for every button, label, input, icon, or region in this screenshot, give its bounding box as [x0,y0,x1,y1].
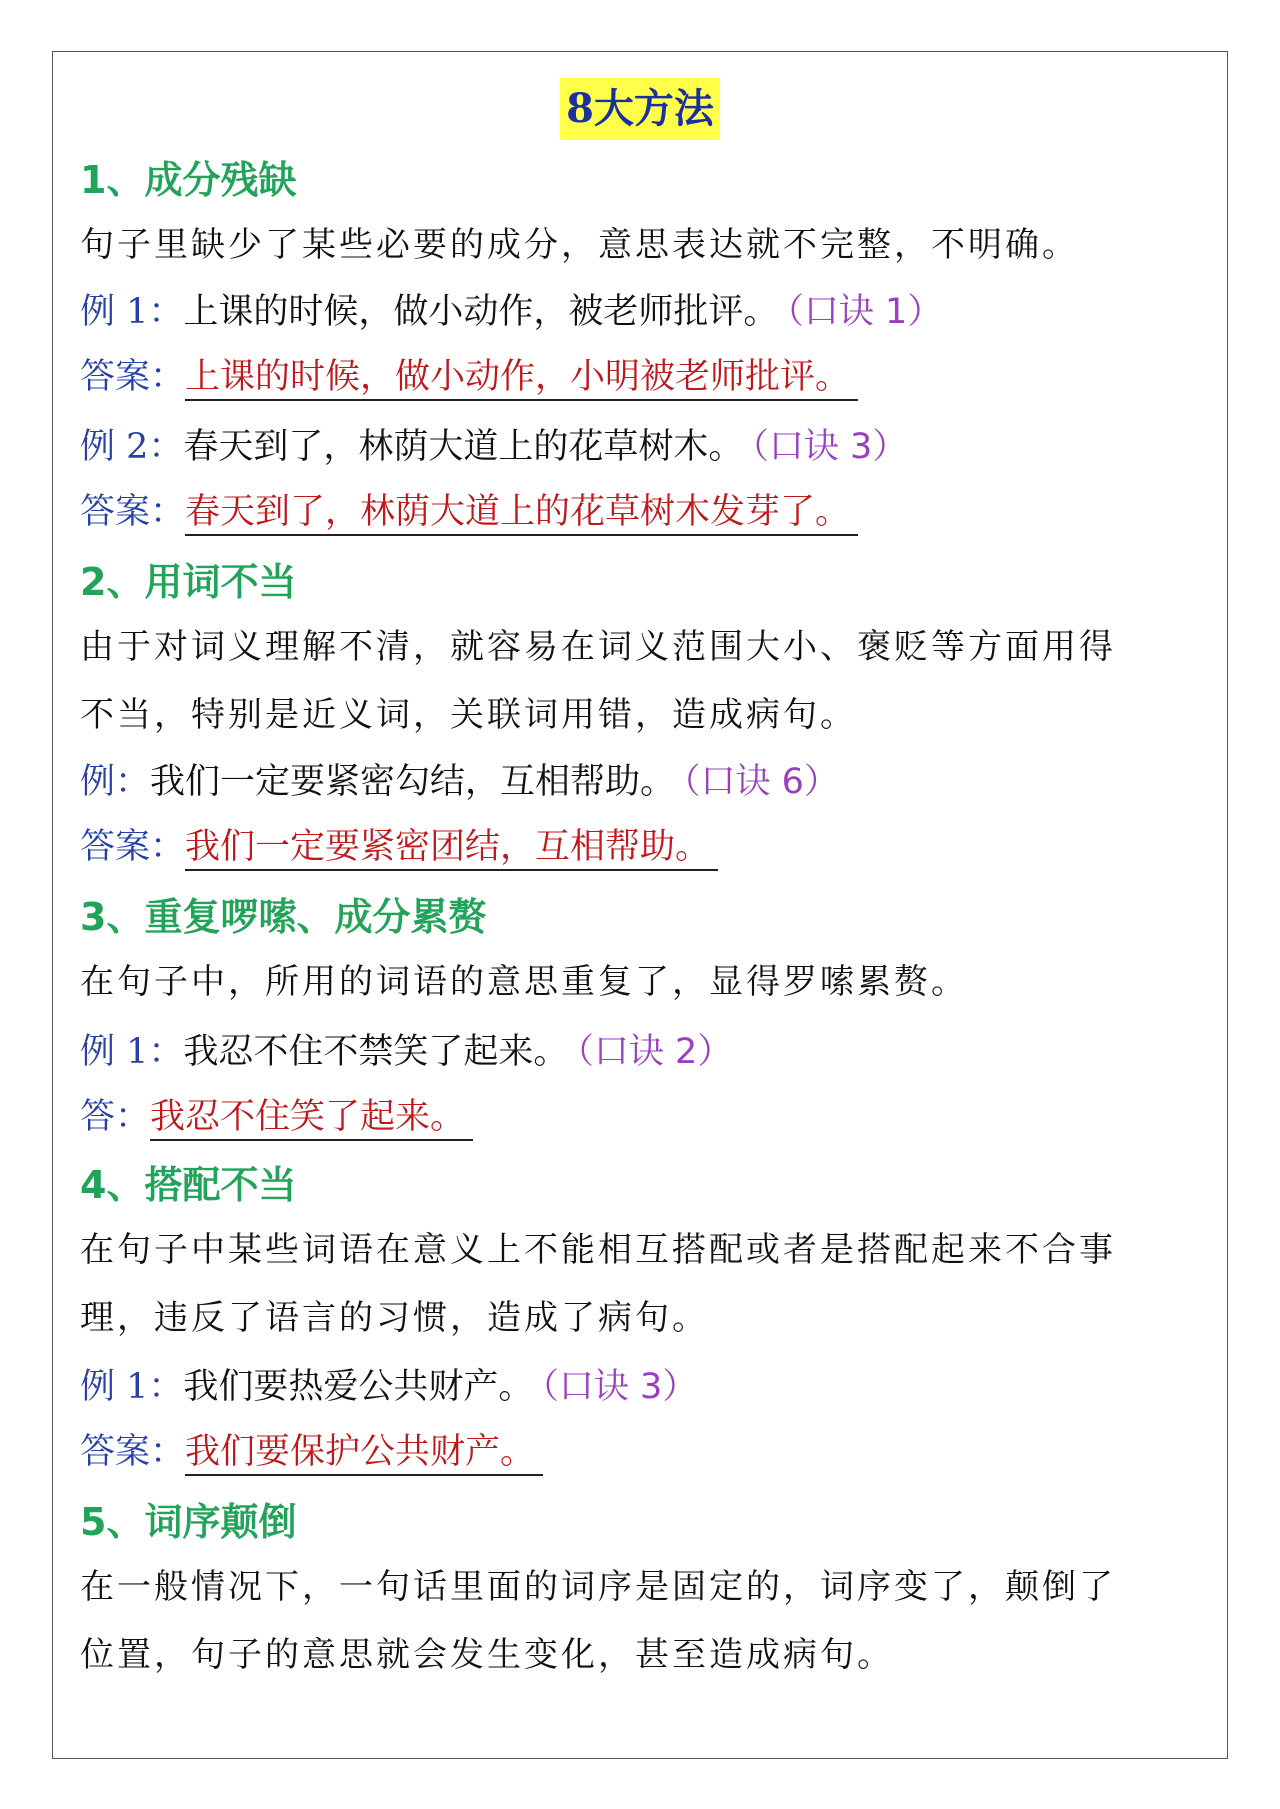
mnemonic-tip: （口诀 1） [786,292,943,332]
answer-label: 答案： [80,357,186,397]
example-text: 我们要热爱公共财产。 [183,1367,534,1407]
mnemonic-tip: （口诀 3） [541,1367,698,1407]
section-heading: 5、词序颠倒 [80,1500,297,1544]
section-desc: 不当，特别是近义词，关联词用错，造成病句。 [80,695,857,735]
mnemonic-tip: （口诀 6） [683,762,839,802]
answer-label: 答： [80,1097,151,1137]
answer-line [80,1430,543,1474]
answer-label: 答案： [80,827,186,867]
example-label: 例 1： [80,1367,184,1407]
section-desc: 在句子中某些词语在意义上不能相互搭配或者是搭配起来不合事 [80,1230,1116,1270]
example-text: 我们一定要紧密勾结，互相帮助。 [150,762,676,802]
answer-text: 我们一定要紧密团结，互相帮助。 [185,827,718,871]
title-wrap [0,78,1280,140]
example-line [80,1030,732,1074]
example-text: 上课的时候，做小动作，被老师批评。 [183,292,779,332]
section-heading: 2、用词不当 [80,560,297,604]
section-desc: 句子里缺少了某些必要的成分，意思表达就不完整，不明确。 [80,225,1079,265]
answer-line [80,490,858,534]
answer-label: 答案： [80,1432,186,1472]
example-line [80,760,839,804]
example-text: 我忍不住不禁笑了起来。 [183,1032,569,1072]
example-line [80,425,907,469]
answer-label: 答案： [80,492,186,532]
answer-line [80,1095,473,1139]
example-label: 例： [80,762,151,802]
example-label: 例 2： [80,427,184,467]
example-line [80,290,942,334]
mnemonic-tip: （口诀 2） [576,1032,733,1072]
section-desc: 位置，句子的意思就会发生变化，甚至造成病句。 [80,1635,894,1675]
section-desc: 在句子中，所用的词语的意思重复了，显得罗嗦累赘。 [80,962,968,1002]
answer-line [80,825,718,869]
answer-text: 我忍不住笑了起来。 [150,1097,473,1141]
answer-text: 上课的时候，做小动作，小明被老师批评。 [185,357,858,401]
answer-line [80,355,858,399]
example-label: 例 1： [80,292,184,332]
section-desc: 理，违反了语言的习惯，造成了病句。 [80,1298,709,1338]
example-line [80,1365,697,1409]
section-heading: 4、搭配不当 [80,1163,297,1207]
section-desc: 在一般情况下，一句话里面的词序是固定的，词序变了，颠倒了 [80,1567,1116,1607]
answer-text: 春天到了，林荫大道上的花草树木发芽了。 [185,492,858,536]
section-heading: 1、成分残缺 [80,158,297,202]
answer-text: 我们要保护公共财产。 [185,1432,543,1476]
example-text: 春天到了，林荫大道上的花草树木。 [183,427,744,467]
mnemonic-tip: （口诀 3） [751,427,908,467]
section-heading: 3、重复啰嗦、成分累赘 [80,895,487,939]
example-label: 例 1： [80,1032,184,1072]
section-desc: 由于对词义理解不清，就容易在词义范围大小、褒贬等方面用得 [80,627,1116,667]
page-title: 8大方法 [560,78,720,140]
